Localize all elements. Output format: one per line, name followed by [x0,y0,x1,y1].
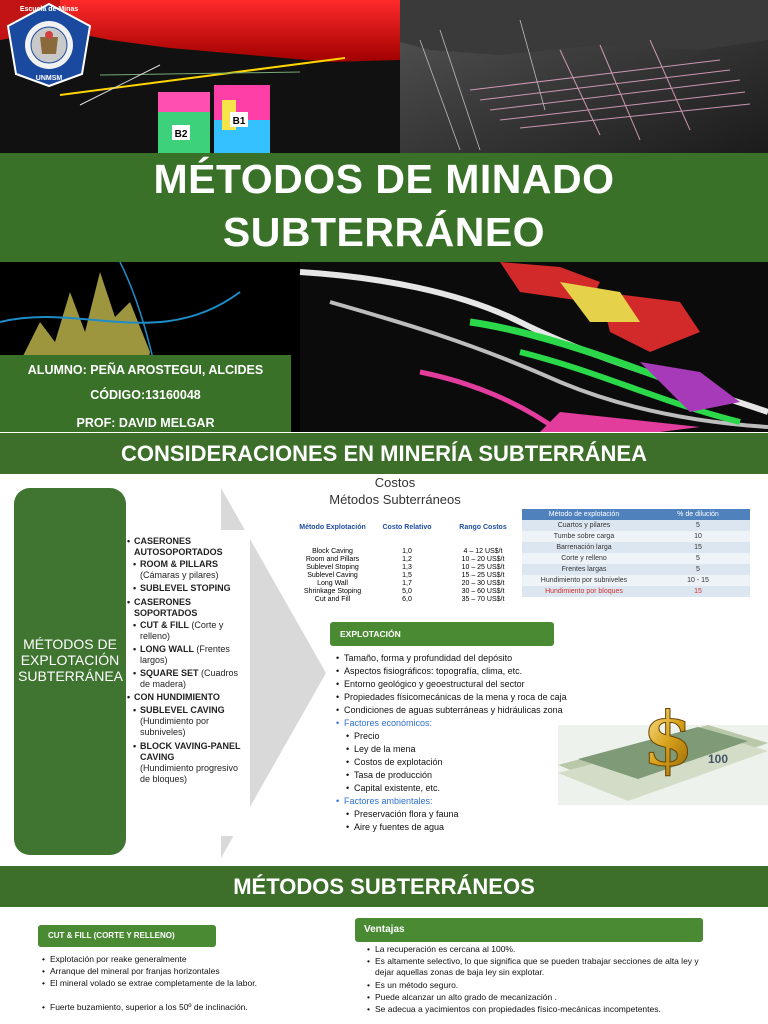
list-item: • SUBLEVEL STOPING [140,583,244,594]
dilution-cell-method: Frentes largas [561,566,607,573]
costs-cell-relative: 6,0 [402,596,412,603]
mine-model-illustration [0,0,768,153]
section-title-methods: MÉTODOS SUBTERRÁNEOS [0,866,768,907]
costs-table-row [295,548,520,556]
ventaja-item: • Es un método seguro. [375,980,700,991]
dilution-cell-percent: 5 [696,555,700,562]
block-label-b1: B1 [232,116,246,127]
costs-table-row [295,596,520,604]
costs-cell-range: 30 – 60 US$/t [461,588,505,595]
ventajas-header: Ventajas [355,918,703,942]
dilution-cell-percent: 15 [694,588,702,595]
list-item: • SUBLEVEL CAVING (Hundimiento por subniveles) [140,705,244,738]
cut-fill-item: • Explotación por reake generalmente [50,954,272,965]
costs-cell-range: 4 – 12 US$/t [463,548,503,555]
dilution-table-row [522,520,750,531]
cut-fill-list [40,950,280,1024]
dilution-cell-method: Corte y relleno [561,555,607,562]
student-code: CÓDIGO:13160048 [90,388,201,402]
costs-cell-method: Room and Pillars [305,556,360,563]
costs-title [290,474,500,508]
costs-cell-method: Shrinkage Stoping [303,588,362,595]
costs-cell-relative: 1,5 [402,572,412,579]
page-title-line2: SUBTERRÁNEO [222,209,546,255]
ventaja-item: • La recuperación es cercana al 100%. [375,944,700,955]
explotacion-item: • Condiciones de aguas subterráneas y hidráulicas zona [344,704,563,716]
costs-header-relative: Costo Relativo [382,524,432,531]
dilution-cell-percent: 5 [696,522,700,529]
dilution-cell-percent: 5 [696,566,700,573]
list-item: • CUT & FILL (Corte y relleno) [140,620,244,642]
costs-cell-relative: 1,2 [402,556,412,563]
block-label-b2: B2 [174,129,188,140]
ventaja-item: • Se adecua a yacimientos con propiedades físico-mecánicas incompetentes. [375,1004,700,1015]
professor-name: PROF: DAVID MELGAR [76,416,215,430]
explotacion-item: • Entorno geológico y geoestructural del sector [344,678,525,690]
list-item: • SQUARE SET (Cuadros de madera) [140,668,244,690]
costs-header-range: Rango Costos [459,524,507,531]
student-name: ALUMNO: PEÑA AROSTEGUI, ALCIDES [27,363,264,377]
costs-cell-range: 35 – 70 US$/t [461,596,505,603]
costs-cell-method: Sublevel Caving [307,572,358,579]
costs-cell-range: 10 – 25 US$/t [461,564,505,571]
dilution-table-row [522,542,750,553]
explotacion-item: • Propiedades físicomecánicas de la mena y roca de caja [344,691,567,703]
section-title-considerations: CONSIDERACIONES EN MINERÍA SUBTERRÁNEA [0,433,768,474]
dilution-header-percent: % de dilución [677,511,719,518]
costs-cell-method: Cut and Fill [314,596,351,603]
environmental-factors-heading: • Factores ambientales: [344,795,433,807]
explotacion-item: • Aspectos fisiográficos: topografía, clima, etc. [344,665,522,677]
costs-table-row [295,556,520,564]
explotacion-header: EXPLOTACIÓN [330,622,554,646]
economic-factor-item: • Precio [354,730,380,742]
costs-cell-method: Sublevel Stoping [306,564,359,571]
explotacion-list [330,646,590,836]
costs-cell-range: 15 – 25 US$/t [461,572,505,579]
explotacion-item: • Tamaño, forma y profundidad del depósito [344,652,512,664]
environmental-factor-item: • Aire y fuentes de agua [354,821,444,833]
cut-fill-item: • Arranque del mineral por franjas horizontales [50,966,272,977]
cut-fill-header: CUT & FILL (CORTE Y RELLENO) [38,925,216,947]
list-item: • ROOM & PILLARS (Cámaras y pilares) [140,559,244,581]
dilution-table-row [522,531,750,542]
ventaja-item: • Es altamente selectivo, lo que significa que se pueden trabajar secciones de alta ley y dejar aquellas zonas de baja ley sin explotar. [375,956,700,978]
costs-cell-relative: 1,3 [402,564,412,571]
logo-top-text: Escuela de Minas [19,6,79,13]
dilution-table-row [522,586,750,597]
costs-cell-range: 10 – 20 US$/t [461,556,505,563]
economic-factor-item: • Costos de explotación [354,756,443,768]
ventajas-list [365,944,705,1024]
costs-table-row [295,564,520,572]
dilution-table-row [522,553,750,564]
university-logo [4,2,94,88]
dollar-money-image [558,655,768,805]
costs-table-row [295,572,520,580]
costs-header-method: Método Explotación [299,524,366,531]
costs-title-line2: Métodos Subterráneos [329,492,461,507]
cut-fill-item: • El mineral volado se extrae completamente de la labor. [50,978,272,989]
page-title-line1: MÉTODOS DE MINADO [153,156,615,202]
economic-factor-item: • Tasa de producción [354,769,432,781]
header-image [0,0,768,153]
costs-cell-relative: 1,0 [402,548,412,555]
logo-bottom-text: UNMSM [35,75,63,82]
costs-cell-relative: 5,0 [402,588,412,595]
costs-table-row [295,580,520,588]
list-item: • CON HUNDIMIENTO [134,692,234,703]
list-item: • CASERONES AUTOSOPORTADOS [134,536,234,558]
costs-table-header [295,524,520,542]
methods-pill [14,488,126,855]
dilution-header-method: Método de explotación [548,511,620,518]
dilution-cell-method: Hundimiento por subniveles [540,577,628,584]
economic-factors-heading: • Factores económicos: [344,717,432,729]
dilution-table-header [522,509,750,520]
costs-cell-range: 20 – 30 US$/t [461,580,505,587]
dilution-table-row [522,564,750,575]
dilution-cell-percent: 15 [694,544,702,551]
cut-fill-item: • Fuerte buzamiento, superior a los 50º de inclinación. [50,1002,272,1013]
economic-factor-item: • Capital existente, etc. [354,782,440,794]
svg-text:$: $ [642,697,694,783]
ventaja-item: • Puede alcanzar un alto grado de mecanización . [375,992,700,1003]
economic-factor-item: • Ley de la mena [354,743,416,755]
student-info-box [0,355,291,432]
dilution-cell-percent: 10 [694,533,702,540]
title-band [0,153,768,262]
costs-cell-method: Block Caving [312,548,353,555]
dilution-cell-method: Cuartos y pilares [557,522,611,529]
dilution-cell-method: Barrenación larga [556,544,612,551]
list-item: • LONG WALL (Frentes largos) [140,644,244,666]
list-item: • CASERONES SOPORTADOS [134,597,234,619]
dilution-table-row [522,575,750,586]
dilution-cell-method: Tumbe sobre carga [553,533,615,540]
methods-list [126,530,250,836]
methods-pill-label: MÉTODOS DE EXPLOTACIÓN SUBTERRÁNEA [18,636,124,684]
costs-cell-relative: 1,7 [402,580,412,587]
dilution-cell-percent: 10 - 15 [687,577,709,584]
list-item: • BLOCK VAVING-PANEL CAVING (Hundimiento progresivo de bloques) [140,741,248,785]
svg-text:100: 100 [708,752,729,766]
dilution-cell-method: Hundimiento por bloques [545,588,623,595]
costs-cell-method: Long Wall [317,580,348,587]
costs-title-line1: Costos [374,475,416,490]
environmental-factor-item: • Preservación flora y fauna [354,808,459,820]
costs-table-row [295,588,520,596]
